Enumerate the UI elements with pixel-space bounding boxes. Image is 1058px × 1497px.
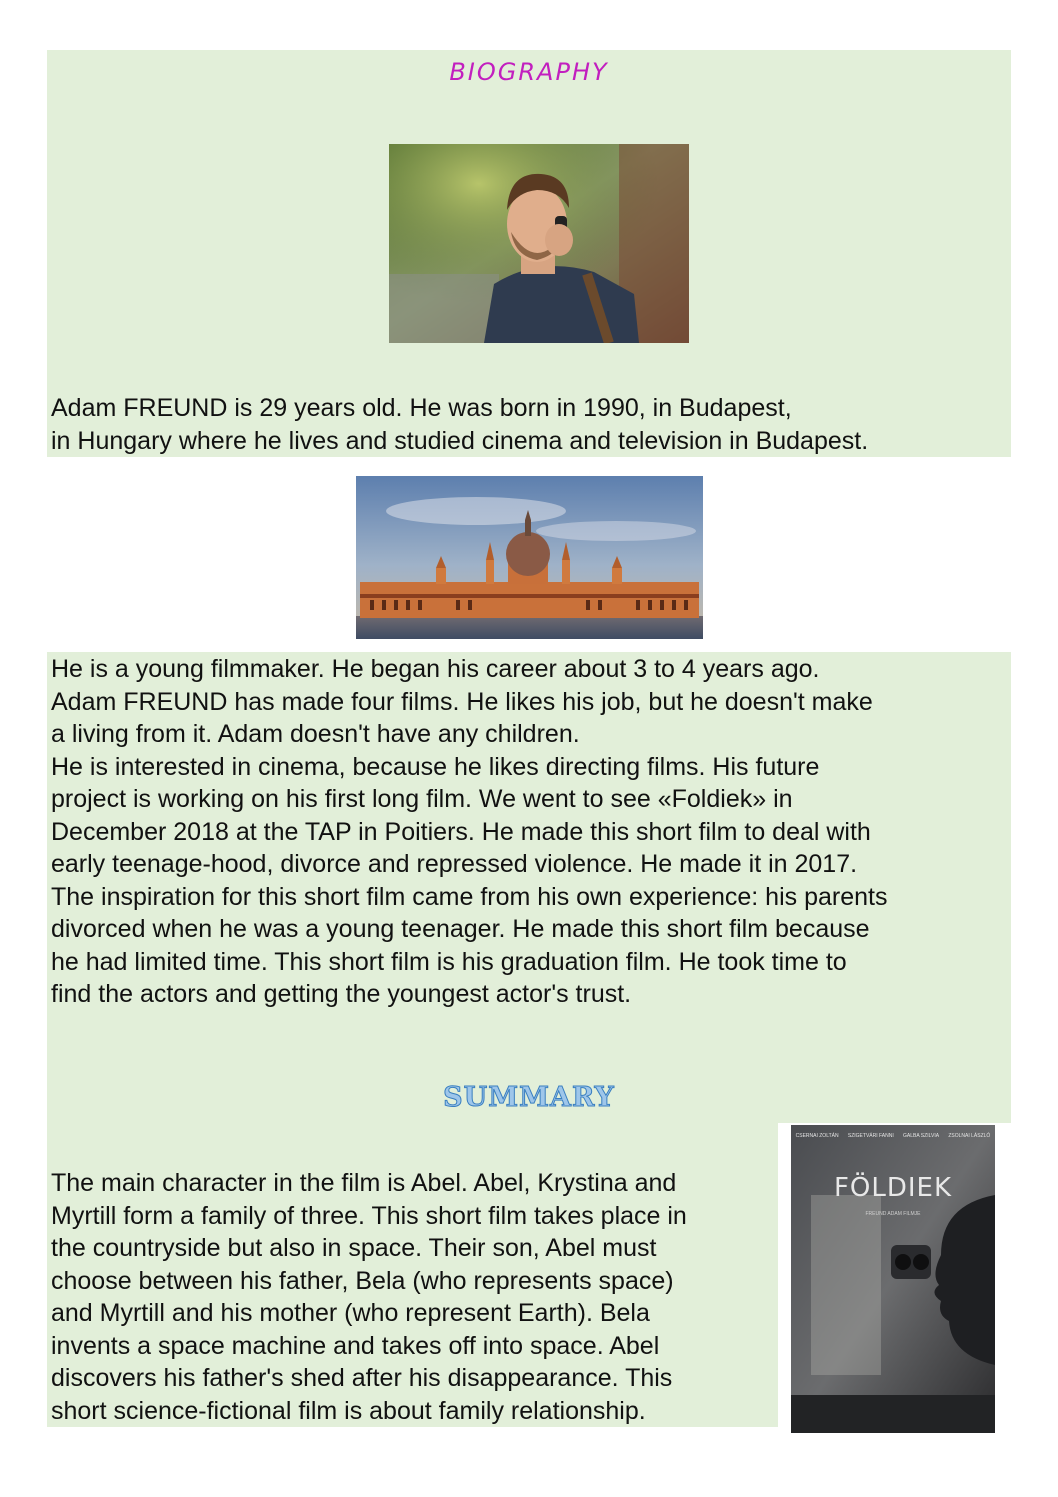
- poster-credit: GALBA SZILVIA: [903, 1133, 940, 1139]
- biography-heading: BIOGRAPHY: [449, 58, 609, 86]
- portrait-photo: [389, 144, 689, 343]
- parliament-photo: [356, 476, 703, 639]
- poster-subtitle: FREUND ADAM FILMJE: [865, 1211, 921, 1217]
- poster-credit: ZSOLNAI LÁSZLÓ: [948, 1133, 991, 1139]
- summary-heading: SUMMARY: [443, 1082, 615, 1113]
- film-poster: [791, 1125, 995, 1433]
- poster-credit: CSERNAI ZOLTÁN: [795, 1133, 839, 1139]
- poster-credit: SZIGETVÁRI FANNI: [847, 1133, 894, 1139]
- poster-credits: [791, 1133, 995, 1139]
- summary-paragraph: The main character in the film is Abel. Abel, Krystina and Myrtill form a family of three. This short film takes place in the countryside but also in space. Their son, Abel must choose between his father, Bela (who represents space) and Myrtill and his mother (who represent Earth). Bela invents a space machine and takes off into space. Abel discovers his father's shed after his disappearance. This short science-fictional film is about family relationship.: [51, 1169, 687, 1425]
- career-paragraph: He is a young filmmaker. He began his career about 3 to 4 years ago. Adam FREUND has made four films. He likes his job, but he doesn't make a living from it. Adam doesn't have any children. He is interested in cinema, because he likes directing films. His future project is working on his first long film. We went to see «Foldiek» in December 2018 at the TAP in Poitiers. He made this short film to deal with early teenage-hood, divorce and repressed violence. He made it in 2017. The inspiration for this short film came from his own experience: his parents divorced when he was a young teenager. He made this short film because he had limited time. This short film is his graduation film. He took time to find the actors and getting the youngest actor's trust.: [51, 655, 888, 1008]
- poster-title: FÖLDIEK: [833, 1173, 953, 1203]
- biography-intro: Adam FREUND is 29 years old. He was born in 1990, in Budapest, in Hungary where he lives and studied cinema and television in Budapest.: [51, 394, 869, 455]
